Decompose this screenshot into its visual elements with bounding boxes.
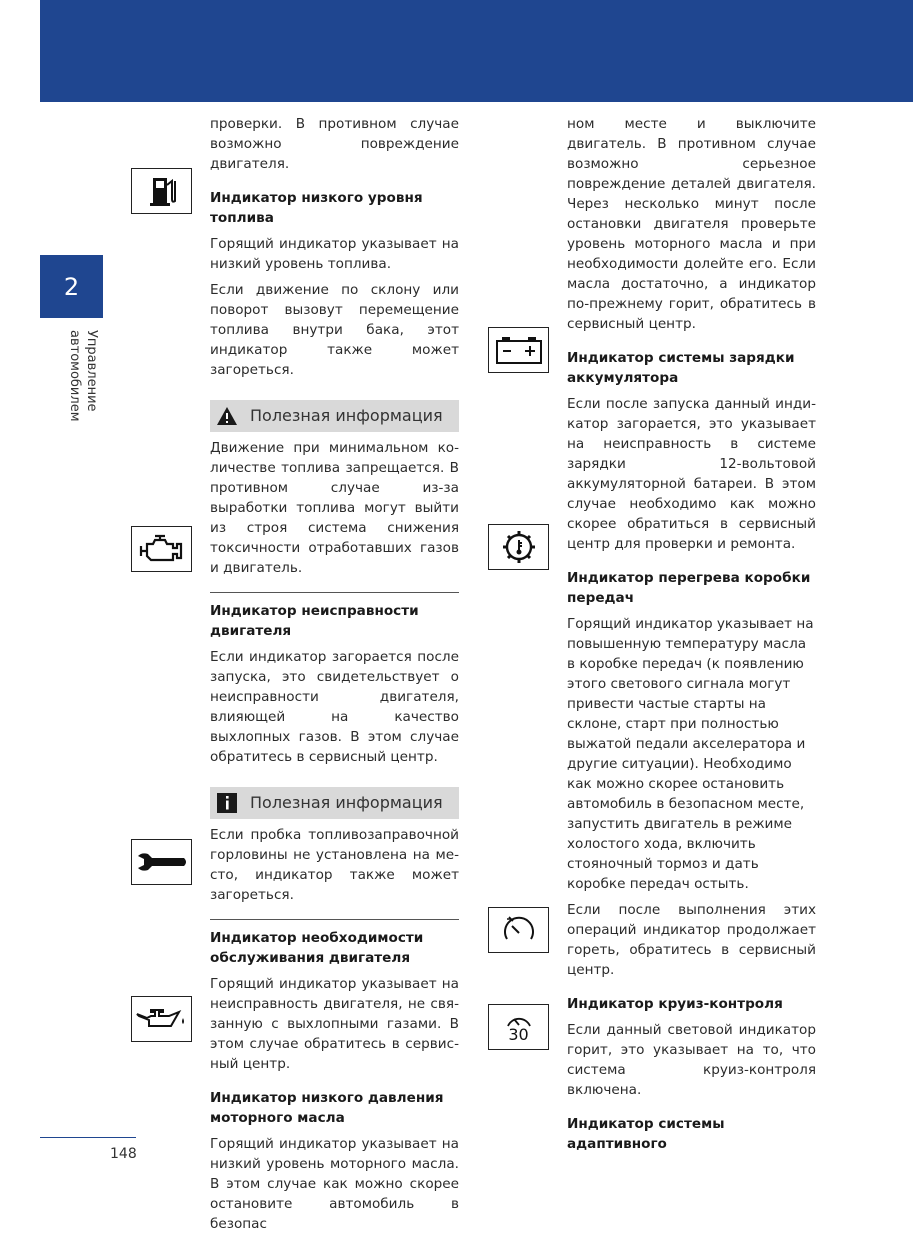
column-left <box>210 114 459 1240</box>
engine-indicator-heading: Индикатор неисправности двигателя <box>210 603 419 639</box>
gearbox-indicator-heading: Индикатор перегрева коробки передач <box>567 570 811 606</box>
cruise-control-icon <box>488 907 549 953</box>
continued-text: проверки. В противном случае возможно повреждение двигателя. <box>210 116 459 172</box>
useful-info-box <box>210 787 459 819</box>
header-band <box>40 0 913 102</box>
gearbox-indicator-text-2: Если после выполнения этих операций индикатор продолжает гореть, обратитесь в сервисный центр. <box>567 902 816 978</box>
fuel-indicator-heading: Индикатор низкого уровня топлива <box>210 190 423 226</box>
check-engine-icon <box>131 526 192 572</box>
engine-indicator-text: Если индикатор загорается после запуска, это свидетельствует о неисправности двигателя, влияющей на качество выхлопных газов. В этом случае обратитесь в сервисный центр. <box>210 649 459 765</box>
adaptive-cruise-icon <box>488 1004 549 1050</box>
continued-text: ном месте и выключите двигатель. В противном случае возможно серьезное повреждение деталей двигателя. Через несколько минут после остановки двигателя проверьте уровень моторного масла и при необходимости долейте его. Если масла достаточно, а индикатор по-прежнему горит, обратитесь в сервисный центр. <box>567 116 816 332</box>
chapter-number: 2 <box>63 272 80 301</box>
service-indicator-text: Горящий индикатор указывает на неисправность двигателя, не связанную с выхлопными газами. В этом случае обратитесь в сервисный центр. <box>210 976 459 1072</box>
gearbox-indicator-text-1: Горящий индикатор указывает на повышенную температуру масла в коробке передач (к появлению этого светового сигнала могут привести частые старты на склоне, старт при полностью выжатой педали акселератора и другие ситуации). Необходимо как можно скорее остановить автомобиль в безопасном месте, запустить двигатель в режиме холостого хода, включить стояночный тормоз и дать коробке передач остыть. <box>567 616 814 892</box>
adaptive-indicator-heading: Индикатор системы адаптивного <box>567 1116 725 1152</box>
useful-info-text: Движение при минимальном количестве топлива запрещается. В противном случае из-за выработки топлива могут выйти из строя система снижения токсичности отработавших газов и двигатель. <box>210 440 459 576</box>
fuel-indicator-text-1: Горящий индикатор указывает на низкий уровень топлива. <box>210 236 459 272</box>
useful-info-label: Полезная информация <box>250 406 443 425</box>
useful-info-box <box>210 400 459 432</box>
column-right <box>567 114 816 1160</box>
divider <box>210 592 459 593</box>
cruise-indicator-text: Если данный световой индикатор горит, это указывает на то, что система круиз-контроля включена. <box>567 1022 816 1098</box>
chapter-title: Управление автомобилем <box>67 330 99 422</box>
service-indicator-heading: Индикатор необходимости обслуживания двигателя <box>210 930 424 966</box>
useful-info-label: Полезная информация <box>250 793 443 812</box>
gearbox-temperature-icon <box>488 524 549 570</box>
footer-rule <box>40 1137 136 1138</box>
oil-can-icon <box>131 996 192 1042</box>
battery-indicator-heading: Индикатор системы зарядки аккумулятора <box>567 350 795 386</box>
adaptive-icon-label: 30 <box>508 1025 529 1044</box>
warning-triangle-icon <box>216 405 238 427</box>
battery-indicator-text: Если после запуска данный индикатор загорается, это указывает на неисправность в системе зарядки 12-вольтовой аккумуляторной батареи. В этом случае необходимо как можно скорее обратиться в сервисный центр для проверки и ремонта. <box>567 396 816 552</box>
oil-pressure-indicator-text: Горящий индикатор указывает на низкий уровень моторного масла. В этом случае как можно скорее остановите автомобиль в безопас <box>210 1136 459 1232</box>
chapter-tab[interactable] <box>40 255 103 318</box>
info-icon <box>216 792 238 814</box>
cruise-indicator-heading: Индикатор круиз-контроля <box>567 996 783 1012</box>
fuel-pump-icon <box>131 168 192 214</box>
battery-icon <box>488 327 549 373</box>
fuel-indicator-text-2: Если движение по склону или поворот вызовут перемещение топлива внутри бака, этот индикатор также может загореться. <box>210 282 459 378</box>
wrench-icon <box>131 839 192 885</box>
page-number: 148 <box>110 1146 137 1162</box>
divider <box>210 919 459 920</box>
useful-info-text: Если пробка топливозаправочной горловины не установлена на место, индикатор также может загореться. <box>210 827 459 903</box>
oil-pressure-indicator-heading: Индикатор низкого давления моторного масла <box>210 1090 444 1126</box>
